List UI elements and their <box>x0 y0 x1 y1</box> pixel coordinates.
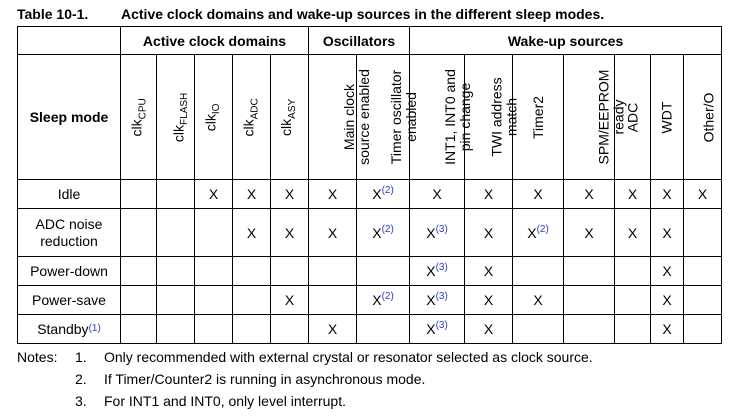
cell-mark: X <box>662 292 672 308</box>
col-other: Other/O <box>684 55 722 180</box>
table-number: Table 10-1. <box>17 6 89 22</box>
col-clk-asy: clk$_{ASY}$ <box>271 55 309 180</box>
cell-mark: X <box>662 224 672 241</box>
table-cell <box>233 286 271 315</box>
group-active-clock-domains: Active clock domains <box>121 27 309 55</box>
footnote-ref: (2) <box>381 185 394 196</box>
table-title: Active clock domains and wake-up sources in the different sleep modes. <box>121 6 605 22</box>
cell-mark: X <box>483 263 494 279</box>
cell-mark: X <box>284 224 295 241</box>
table-cell <box>121 286 157 315</box>
cell-mark: X <box>246 186 257 202</box>
col-main-clock: Main clock source enabled <box>309 55 357 180</box>
cell-mark: X <box>662 186 672 202</box>
table-cell <box>651 180 684 209</box>
cell-mark: X <box>627 186 638 202</box>
table-cell <box>157 286 195 315</box>
cell-mark: X <box>246 224 257 241</box>
footnote-ref: (2) <box>381 291 394 302</box>
cell-mark: X <box>426 321 436 337</box>
cell-mark: X <box>426 224 436 241</box>
table-cell <box>271 315 309 344</box>
table-cell <box>410 286 465 315</box>
col-int-pin-change: INT1, INT0 and pin change <box>410 55 465 180</box>
table-cell <box>357 257 410 286</box>
table-row-idle <box>18 180 722 209</box>
table-cell <box>309 180 357 209</box>
cell-mark: X <box>327 224 338 241</box>
cell-mark: X <box>483 186 494 202</box>
table-cell <box>465 315 513 344</box>
table-cell <box>684 315 722 344</box>
table-cell <box>157 209 195 257</box>
cell-mark: X <box>483 292 494 308</box>
table-cell <box>233 209 271 257</box>
table-cell <box>684 209 722 257</box>
table-cell <box>513 257 564 286</box>
cell-mark: X <box>483 224 494 241</box>
cell-mark: X <box>584 186 594 202</box>
table-cell <box>271 209 309 257</box>
col-spm-eeprom: SPM/EEPROM ready <box>564 55 615 180</box>
table-cell <box>121 315 157 344</box>
col-timer-oscillator: Timer oscillator enabled <box>357 55 410 180</box>
table-cell <box>651 257 684 286</box>
group-header-row <box>18 27 722 55</box>
col-clk-adc: clk$_{ADC}$ <box>233 55 271 180</box>
table-cell <box>651 209 684 257</box>
table-cell <box>615 257 651 286</box>
table-cell <box>121 257 157 286</box>
table-cell <box>357 286 410 315</box>
footnote-ref: (3) <box>435 291 448 302</box>
table-cell <box>615 180 651 209</box>
note-text: Only recommended with external crystal or resonator selected as clock source. <box>104 349 593 365</box>
table-cell <box>157 315 195 344</box>
col-twi-address: TWI address match <box>465 55 513 180</box>
table-cell <box>651 315 684 344</box>
col-clk-io: clk$_{IO}$ <box>195 55 233 180</box>
table-cell <box>271 257 309 286</box>
table-cell <box>195 257 233 286</box>
note-text: For INT1 and INT0, only level interrupt. <box>104 393 346 409</box>
table-cell <box>233 180 271 209</box>
table-cell <box>121 209 157 257</box>
table-cell <box>233 315 271 344</box>
group-wake-up-sources: Wake-up sources <box>410 27 722 55</box>
col-clk-cpu: clk$_{CPU}$ <box>121 55 157 180</box>
table-cell <box>513 180 564 209</box>
cell-mark: X <box>372 292 382 308</box>
table-row-standby <box>18 315 722 344</box>
cell-mark: X <box>426 292 436 308</box>
group-empty-corner <box>18 27 121 55</box>
cell-mark: X <box>662 263 672 279</box>
footnote-ref: (3) <box>435 320 448 331</box>
table-cell <box>357 180 410 209</box>
cell-mark: X <box>483 321 494 337</box>
table-cell <box>615 209 651 257</box>
mode-label: Power-save <box>18 286 121 315</box>
table-cell <box>195 286 233 315</box>
footnote-ref: (1) <box>88 322 101 334</box>
cell-mark: X <box>284 292 295 308</box>
cell-mark: X <box>372 186 382 202</box>
cell-mark: X <box>284 186 295 202</box>
mode-label: Idle <box>18 180 121 209</box>
table-row-power-save <box>18 286 722 315</box>
table-cell <box>410 180 465 209</box>
table-cell <box>651 286 684 315</box>
mode-label: Standby$^{(1)}$ <box>18 315 121 344</box>
table-row-power-down <box>18 257 722 286</box>
footnote-ref: (2) <box>536 223 549 235</box>
cell-mark: X <box>697 186 708 202</box>
table-cell <box>564 209 615 257</box>
sleep-mode-table <box>17 26 722 344</box>
cell-mark: X <box>533 186 543 202</box>
cell-mark: X <box>627 224 638 241</box>
table-cell <box>513 315 564 344</box>
table-cell <box>513 209 564 257</box>
table-cell <box>410 257 465 286</box>
footnote-ref: (3) <box>435 223 448 235</box>
table-cell <box>684 257 722 286</box>
table-cell <box>465 286 513 315</box>
table-cell <box>564 180 615 209</box>
table-cell <box>309 209 357 257</box>
column-header-row <box>18 55 722 180</box>
table-cell <box>564 315 615 344</box>
table-row-adc-noise-reduction <box>18 209 722 257</box>
table-cell <box>513 286 564 315</box>
table-cell <box>357 315 410 344</box>
table-cell <box>410 315 465 344</box>
table-cell <box>309 286 357 315</box>
note-number: 2. <box>75 371 87 387</box>
col-clk-flash: clk$_{FLASH}$ <box>157 55 195 180</box>
col-adc: ADC <box>615 55 651 180</box>
notes-label: Notes: <box>17 349 58 365</box>
note-number: 1. <box>75 349 87 365</box>
mode-label: ADC noise reduction <box>18 209 121 257</box>
table-cell <box>615 286 651 315</box>
table-cell <box>564 257 615 286</box>
cell-mark: X <box>527 224 537 241</box>
table-cell <box>121 180 157 209</box>
table-cell <box>684 180 722 209</box>
note-number: 3. <box>75 393 87 409</box>
table-cell <box>465 209 513 257</box>
table-cell <box>157 180 195 209</box>
table-caption <box>17 6 604 22</box>
table-cell <box>309 257 357 286</box>
cell-mark: X <box>208 186 219 202</box>
table-cell <box>233 257 271 286</box>
table-cell <box>357 209 410 257</box>
table-cell <box>195 209 233 257</box>
col-timer2: Timer2 <box>513 55 564 180</box>
cell-mark: X <box>584 224 594 241</box>
table-cell <box>410 209 465 257</box>
table-cell <box>309 315 357 344</box>
sleep-mode-header: Sleep mode <box>18 55 121 180</box>
table-cell <box>465 257 513 286</box>
cell-mark: X <box>372 224 382 241</box>
table-cell <box>465 180 513 209</box>
footnote-ref: (3) <box>435 262 448 273</box>
group-oscillators: Oscillators <box>309 27 410 55</box>
col-wdt: WDT <box>651 55 684 180</box>
footnote-ref: (2) <box>381 223 394 235</box>
note-text: If Timer/Counter2 is running in asynchronous mode. <box>104 371 426 387</box>
table-cell <box>271 286 309 315</box>
table-cell <box>564 286 615 315</box>
table-cell <box>684 286 722 315</box>
table-cell <box>157 257 195 286</box>
cell-mark: X <box>327 186 338 202</box>
mode-label: Power-down <box>18 257 121 286</box>
table-cell <box>195 180 233 209</box>
cell-mark: X <box>327 321 338 337</box>
table-cell <box>271 180 309 209</box>
cell-mark: X <box>426 263 436 279</box>
cell-mark: X <box>533 292 543 308</box>
cell-mark: X <box>432 186 442 202</box>
table-cell <box>195 315 233 344</box>
table-cell <box>615 315 651 344</box>
cell-mark: X <box>662 321 672 337</box>
